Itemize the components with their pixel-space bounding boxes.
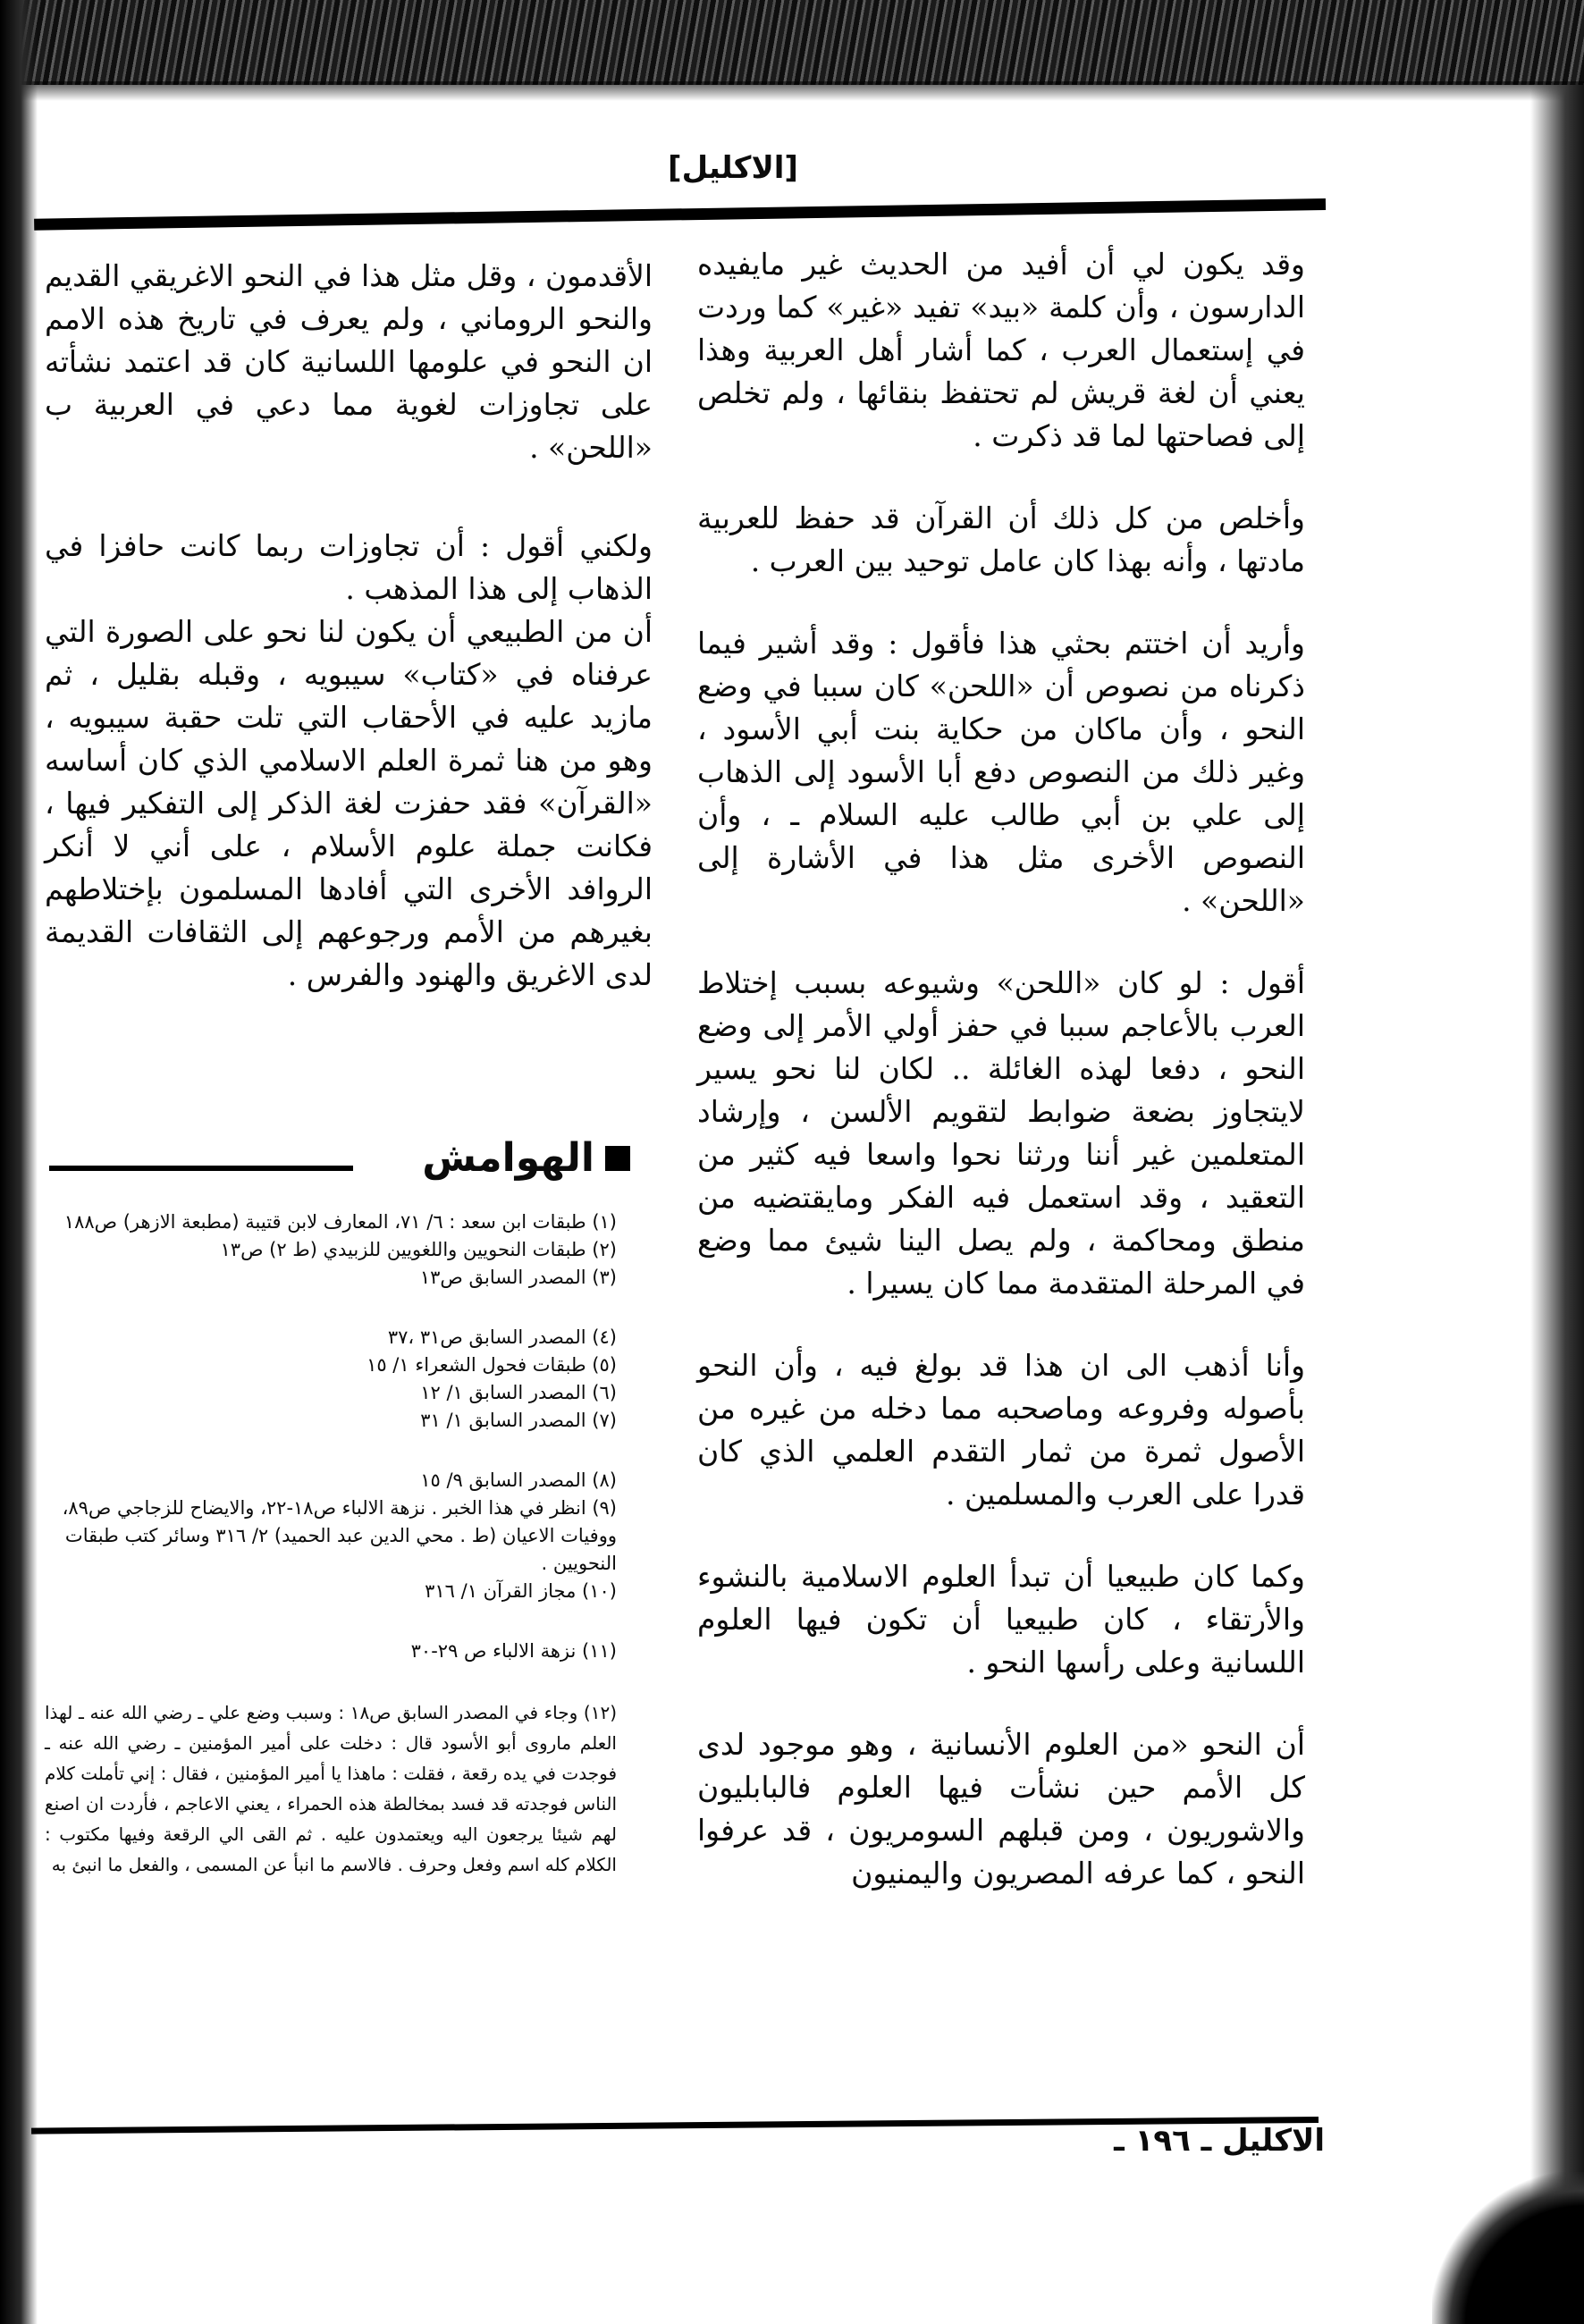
footnote: (١١) نزهة الالباء ص ٢٩-٣٠ — [410, 1640, 617, 1662]
footnote: (١٠) مجاز القرآن ١/ ٣١٦ — [425, 1580, 617, 1602]
heading-square-mark — [605, 1146, 630, 1171]
paragraph: أن النحو «من العلوم الأنسانية ، وهو موجود لدى كل الأمم حين نشأت فيها العلوم فالبابليون والاشوريون ، ومن قبلهم السومريون ، قد عرفوا النحو ، كما عرفه المصريون واليمنيون — [697, 1727, 1305, 1890]
right-column — [697, 243, 1305, 1895]
paragraph: الأقدمون ، وقل مثل هذا في النحو الاغريقي القديم والنحو الروماني ، ولم يعرف في تاريخ هذه الامم ان النحو في علومها اللسانية كان قد اعتمد نشأته على تجاوزات لغوية مما دعي في العربية ب «اللحن» . — [45, 258, 653, 465]
scan-edge-left — [0, 0, 38, 2324]
paragraph: أقول : لو كان «اللحن» وشيوعه بسبب إختلاط العرب بالأعاجم سببا في حفز أولي الأمر إلى وضع النحو ، دفعا لهذه الغائلة .. لكان لنا نحو يسير لايتجاوز بضعة ضوابط لتقويم الألسن ، وإرشاد المتعلمين غير أننا ورثنا نحوا واسعا فيه كثير من التعقيد ، وقد استعمل فيه الفكر ومايقتضيه من منطق ومحاكمة ، ولم يصل الينا شيئ مما وضع في المرحلة المتقدمة مما كان يسيرا . — [697, 965, 1305, 1301]
footnote: (٣) المصدر السابق ص١٣ — [419, 1267, 617, 1288]
paragraph: وأنا أذهب الى ان هذا قد بولغ فيه ، وأن النحو بأصوله وفروعه وماصحبه مما دخله من غيره من الأصول ثمرة من ثمار التقدم العلمي الذي كان قدرا على العرب والمسلمين . — [697, 1348, 1305, 1511]
scan-corner-shadow — [1432, 2172, 1584, 2324]
footnote: (١) طبقات ابن سعد : ٦/ ٧١، المعارف لابن قتيبة (مطبعة الازهر) ص١٨٨ — [63, 1211, 617, 1233]
scan-edge-right — [1530, 85, 1584, 2324]
left-column — [45, 255, 653, 997]
footnote: (٨) المصدر السابق ٩/ ١٥ — [420, 1469, 617, 1491]
footnotes-list — [45, 1208, 617, 1880]
footnote: (٧) المصدر السابق ١/ ٣١ — [420, 1410, 617, 1431]
footnote: (٢) طبقات النحويين واللغويين للزبيدي (ط ٢) ص١٣ — [220, 1239, 617, 1260]
footnotes-title: الهوامش — [422, 1135, 594, 1181]
paragraph: وأريد أن اختتم بحثي هذا فأقول : وقد أشير فيما ذكرناه من نصوص أن «اللحن» كان سببا في وضع النحو ، وأن ماكان من حكاية بنت أبي الأسود ، وغير ذلك من النصوص دفع أبا الأسود إلى الذهاب إلى علي بن أبي طالب عليه السلام ـ ، وأن النصوص الأخرى مثل هذا في الأشارة إلى «اللحن» . — [697, 626, 1305, 918]
footnotes-heading — [49, 1135, 630, 1189]
heading-rule — [49, 1166, 353, 1171]
footnote: (٤) المصدر السابق ص٣١ ،٣٧ — [387, 1326, 617, 1348]
paragraph: أن من الطبيعي أن يكون لنا نحو على الصورة التي عرفناه في «كتاب» سيبويه ، وقبله بقليل ، ثم مازيد عليه في الأحقاب التي تلت حقبة سيبويه ، وهو من هنا ثمرة العلم الاسلامي الذي كان أساسه «القرآن» فقد حفزت لغة الذكر إلى التفكير فيها ، فكانت جملة علوم الأسلام ، على أني لا أنكر الروافد الأخرى التي أفادها المسلمون بإختلاطهم بغيرهم من الأمم ورجوعهم إلى الثقافات القديمة لدى الاغريق والهنود والفرس . — [45, 614, 653, 992]
paragraph: وقد يكون لي أن أفيد من الحديث غير مايفيده الدارسون ، وأن كلمة «بيد» تفيد «غير» كما وردت في إستعمال العرب ، كما أشار أهل العربية وهذا يعني أن لغة قريش لم تحتفظ بنقائها ، ولم تخلص إلى فصاحتها لما قد ذكرت . — [697, 247, 1305, 453]
paragraph: وأخلص من كل ذلك أن القرآن قد حفظ للعربية مادتها ، وأنه بهذا كان عامل توحيد بين العرب . — [697, 501, 1305, 578]
paragraph: ولكني أقول : أن تجاوزات ربما كانت حافزا في الذهاب إلى هذا المذهب . — [45, 528, 653, 606]
paragraph: وكما كان طبيعيا أن تبدأ العلوم الاسلامية بالنشوء والأرتقاء ، كان طبيعيا أن تكون فيها العلوم اللسانية وعلى رأسها النحو . — [697, 1559, 1305, 1680]
scan-edge-top — [0, 0, 1584, 85]
footnote: (٥) طبقات فحول الشعراء ١/ ١٥ — [367, 1354, 617, 1376]
header-rule — [34, 198, 1326, 231]
footnote: (١٢) وجاء في المصدر السابق ص١٨ : وسبب وضع علي ـ رضي الله عنه ـ لهذا العلم ماروى أبو الأسود قال : دخلت على أمير المؤمنين ـ رضي الله عنه ـ فوجدت في يده رقعة ، فقلت : ماهذا يا أمير المؤمنين ، فقال : إني تأملت كلام الناس فوجدته قد فسد بمخالطة هذه الحمراء ، يعني الاعاجم ، فأردت ان اصنع لهم شيئا يرجعون اليه ويعتمدون عليه . ثم القى الي الرقعة وفيها مكتوب : الكلام كله اسم وفعل وحرف . فالاسم ما انبأ عن المسمى ، والفعل ما انبئ به — [45, 1702, 617, 1875]
footnote: (٦) المصدر السابق ١/ ١٢ — [420, 1382, 617, 1403]
page-number: الاكليل ـ ١٩٦ ـ — [1114, 2123, 1325, 2159]
footnote: (٩) انظر في هذا الخبر . نزهة الالباء ص١٨-٢٢، والايضاح للزجاجي ص٨٩، ووفيات الاعيان (ط . محي الدين عبد الحميد) ٢/ ٣١٦ وسائر كتب طبقات النحويين . — [62, 1497, 617, 1574]
running-head: [الاكليل] — [668, 150, 798, 186]
